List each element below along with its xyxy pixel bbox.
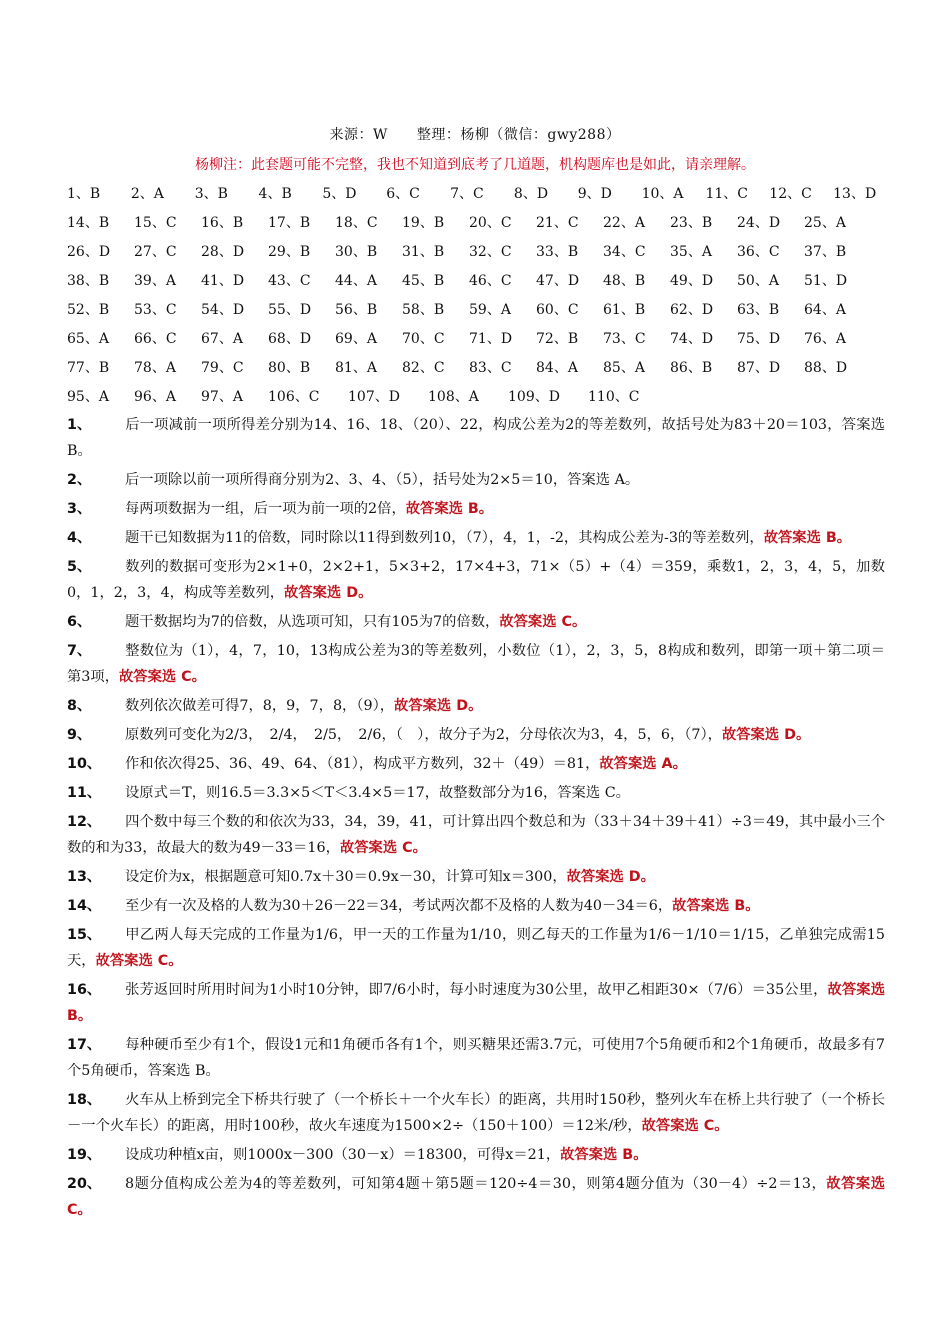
solution-item (67, 1142, 885, 1168)
answer-row (67, 241, 897, 270)
solution-item (67, 893, 885, 919)
solution-answer: 故答案选 D。 (284, 585, 373, 601)
solutions-list (67, 412, 885, 1226)
answer-item: 16、B (201, 215, 244, 231)
solution-item (67, 1171, 885, 1223)
solution-answer: 故答案选 D。 (721, 727, 811, 743)
answer-item: 84、A (536, 360, 578, 376)
solution-answer: 故答案选 A。 (599, 756, 687, 772)
answer-item: 5、D (322, 186, 357, 202)
answer-row (67, 270, 897, 299)
answer-item: 61、B (603, 302, 646, 318)
answer-item: 76、A (804, 331, 846, 347)
solution-text: 每两项数据为一组，后一项为前一项的2倍， (125, 501, 406, 517)
solution-item (67, 412, 885, 464)
answer-row (67, 299, 897, 328)
answer-item: 63、B (737, 302, 780, 318)
answer-item: 17、B (268, 215, 311, 231)
answer-item: 35、A (670, 244, 712, 260)
solution-number: 19、 (67, 1147, 102, 1163)
solution-number: 14、 (67, 898, 102, 914)
answer-key (67, 183, 897, 415)
answer-row (67, 183, 897, 212)
solution-number: 15、 (67, 927, 102, 943)
solution-text: 设定价为x，根据题意可知0.7x＋30＝0.9x－30，计算可知x＝300， (125, 869, 567, 885)
answer-item: 109、D (508, 389, 560, 405)
solution-text: 至少有一次及格的人数为30＋26－22＝34，考试两次都不及格的人数为40－34＝6， (125, 898, 673, 914)
answer-item: 108、A (428, 389, 479, 405)
solution-text: 后一项减前一项所得差分别为14、16、18、（20）、22，构成公差为2的等差数列，故括号处为83＋20＝103，答案选 B。 (67, 417, 885, 459)
answer-item: 70、C (402, 331, 445, 347)
solution-answer: 故答案选 B。 (560, 1147, 648, 1163)
answer-item: 83、C (469, 360, 512, 376)
solution-number: 10、 (67, 756, 102, 772)
solution-item (67, 864, 885, 890)
solution-item (67, 1087, 885, 1139)
solution-number: 4、 (67, 530, 92, 546)
answer-item: 59、A (469, 302, 511, 318)
solution-number: 7、 (67, 643, 92, 659)
solution-number: 18、 (67, 1092, 102, 1108)
answer-row (67, 212, 897, 241)
answer-item: 41、D (201, 273, 245, 289)
answer-item: 107、D (348, 389, 400, 405)
solution-item (67, 525, 885, 551)
source-line: 来源：W 整理：杨柳（微信：gwy288） (329, 127, 621, 143)
solution-text: 张芳返回时所用时间为1小时10分钟，即7/6小时，每小时速度为30公里，故甲乙相距30×（7/6）＝35公里， (125, 982, 828, 998)
answer-item: 25、A (804, 215, 846, 231)
solution-answer: 故答案选 C。 (499, 614, 587, 630)
solution-answer: 故答案选 B。 (763, 530, 852, 546)
answer-item: 95、A (67, 389, 109, 405)
solution-number: 2、 (67, 472, 92, 488)
answer-item: 73、C (603, 331, 646, 347)
answer-item: 53、C (134, 302, 177, 318)
solution-text: 设成功种植x亩，则1000x－300（30－x）＝18300，可得x＝21， (125, 1147, 561, 1163)
solution-item (67, 722, 885, 748)
solution-number: 3、 (67, 501, 92, 517)
solution-item (67, 751, 885, 777)
solution-item (67, 780, 885, 806)
answer-item: 6、C (386, 186, 420, 202)
solution-number: 13、 (67, 869, 102, 885)
solution-answer: 故答案选 C。 (67, 1176, 886, 1218)
answer-item: 31、B (402, 244, 445, 260)
solution-answer: 故答案选 D。 (394, 698, 483, 714)
answer-item: 88、D (804, 360, 848, 376)
solution-item (67, 977, 885, 1029)
answer-item: 45、B (402, 273, 445, 289)
answer-item: 12、C (769, 186, 812, 202)
solution-number: 8、 (67, 698, 92, 714)
solution-item (67, 554, 885, 606)
solution-number: 6、 (67, 614, 92, 630)
answer-row (67, 386, 897, 415)
solution-text: 8题分值构成公差为4的等差数列，可知第4题＋第5题＝120÷4＝30，则第4题分值为（30－4）÷2＝13， (125, 1176, 827, 1192)
answer-item: 36、C (737, 244, 780, 260)
solution-text: 数列依次做差可得7，8，9，7，8，（9）， (125, 698, 395, 714)
solution-number: 16、 (67, 982, 102, 998)
answer-item: 8、D (513, 186, 549, 202)
answer-item: 38、B (67, 273, 110, 289)
answer-item: 26、D (67, 244, 111, 260)
answer-item: 67、A (201, 331, 243, 347)
answer-item: 44、A (335, 273, 377, 289)
solution-item (67, 638, 885, 690)
answer-item: 48、B (603, 273, 646, 289)
solution-number: 11、 (67, 785, 102, 801)
answer-item: 2、A (130, 186, 164, 202)
solution-text: 数列的数据可变形为2×1+0，2×2+1，5×3+2，17×4+3，71×（5）+（4）＝359，乘数1，2，3，4，5，加数0，1，2，3，4，构成等差数列， (67, 559, 885, 601)
answer-item: 97、A (201, 389, 243, 405)
answer-item: 29、B (268, 244, 311, 260)
answer-item: 33、B (536, 244, 579, 260)
solution-text: 作和依次得25、36、49、64、（81），构成平方数列，32＋（49）＝81， (125, 756, 600, 772)
solution-item (67, 922, 885, 974)
answer-item: 27、C (134, 244, 177, 260)
solution-item (67, 809, 885, 861)
solution-text: 后一项除以前一项所得商分别为2、3、4、（5），括号处为2×5＝10，答案选 A。 (125, 472, 640, 488)
answer-item: 62、D (670, 302, 714, 318)
answer-row (67, 357, 897, 386)
answer-item: 78、A (134, 360, 176, 376)
answer-item: 77、B (67, 360, 110, 376)
answer-item: 39、A (134, 273, 176, 289)
solution-text: 整数位为（1），4，7，10，13构成公差为3的等差数列，小数位（1），2，3，5，8构成和数列，即第一项＋第二项＝第3项， (67, 643, 885, 685)
answer-item: 85、A (603, 360, 645, 376)
solution-answer: 故答案选 C。 (641, 1118, 729, 1134)
answer-item: 69、A (335, 331, 377, 347)
answer-item: 47、D (536, 273, 580, 289)
answer-item: 64、A (804, 302, 846, 318)
answer-item: 68、D (268, 331, 312, 347)
answer-item: 34、C (603, 244, 646, 260)
solution-answer: 故答案选 B。 (672, 898, 760, 914)
answer-item: 72、B (536, 331, 579, 347)
solution-answer: 故答案选 D。 (566, 869, 655, 885)
answer-item: 3、B (194, 186, 228, 202)
answer-item: 22、A (603, 215, 645, 231)
answer-item: 20、C (469, 215, 512, 231)
solution-text: 题干数据均为7的倍数，从选项可知，只有105为7的倍数， (125, 614, 500, 630)
answer-item: 1、B (67, 186, 101, 202)
answer-item: 18、C (335, 215, 378, 231)
solution-answer: 故答案选 B。 (67, 982, 886, 1024)
answer-item: 71、D (469, 331, 513, 347)
answer-item: 10、A (641, 186, 684, 202)
answer-item: 24、D (737, 215, 781, 231)
solution-text: 原数列可变化为2/3， 2/4， 2/5， 2/6，（ ），故分子为2，分母依次为3，4，5，6，（7）， (125, 727, 722, 743)
answer-item: 80、B (268, 360, 311, 376)
solution-text: 四个数中每三个数的和依次为33，34，39，41，可计算出四个数总和为（33＋34＋39＋41）÷3＝49，其中最小三个数的和为33，故最大的数为49－33＝16， (67, 814, 885, 856)
solution-item (67, 496, 885, 522)
answer-item: 13、D (833, 186, 877, 202)
answer-item: 4、B (258, 186, 292, 202)
solution-text: 火车从上桥到完全下桥共行驶了（一个桥长＋一个火车长）的距离，共用时150秒，整列火车在桥上共行驶了（一个桥长－一个火车长）的距离，用时100秒，故火车速度为1500×2÷（150＋100）＝12米/秒， (67, 1092, 885, 1134)
solution-text: 设原式＝T，则16.5＝3.3×5＜T＜3.4×5＝17，故整数部分为16，答案选 C。 (125, 785, 630, 801)
answer-item: 51、D (804, 273, 848, 289)
answer-item: 106、C (268, 389, 320, 405)
solution-answer: 故答案选 B。 (405, 501, 494, 517)
answer-item: 60、C (536, 302, 579, 318)
editor-note: 杨柳注：此套题可能不完整，我也不知道到底考了几道题，机构题库也是如此，请亲理解。 (195, 157, 755, 173)
answer-item: 55、D (268, 302, 312, 318)
solution-text: 题干已知数据为11的倍数，同时除以11得到数列10，（7），4，1，-2，其构成公差为-3的等差数列， (125, 530, 764, 546)
solution-item (67, 693, 885, 719)
answer-item: 56、B (335, 302, 378, 318)
solution-item (67, 1032, 885, 1084)
answer-item: 43、C (268, 273, 311, 289)
answer-item: 50、A (737, 273, 779, 289)
solution-answer: 故答案选 C。 (95, 953, 183, 969)
solution-item (67, 609, 885, 635)
answer-item: 15、C (134, 215, 177, 231)
answer-item: 81、A (335, 360, 377, 376)
solution-number: 12、 (67, 814, 102, 830)
answer-item: 65、A (67, 331, 109, 347)
solution-number: 5、 (67, 559, 92, 575)
answer-item: 19、B (402, 215, 445, 231)
answer-item: 28、D (201, 244, 245, 260)
answer-item: 30、B (335, 244, 378, 260)
answer-item: 7、C (450, 186, 484, 202)
answer-item: 96、A (134, 389, 176, 405)
answer-item: 11、C (705, 186, 748, 202)
answer-item: 75、D (737, 331, 781, 347)
answer-item: 74、D (670, 331, 714, 347)
answer-item: 58、B (402, 302, 445, 318)
answer-item: 82、C (402, 360, 445, 376)
answer-item: 21、C (536, 215, 579, 231)
solution-number: 9、 (67, 727, 92, 743)
answer-item: 37、B (804, 244, 847, 260)
solution-answer: 故答案选 C。 (339, 840, 427, 856)
answer-row (67, 328, 897, 357)
solution-number: 1、 (67, 417, 92, 433)
answer-item: 86、B (670, 360, 713, 376)
answer-item: 66、C (134, 331, 177, 347)
answer-item: 46、C (469, 273, 512, 289)
answer-item: 110、C (588, 389, 640, 405)
solution-number: 20、 (67, 1176, 102, 1192)
solution-item (67, 467, 885, 493)
answer-item: 79、C (201, 360, 244, 376)
answer-item: 14、B (67, 215, 110, 231)
answer-item: 32、C (469, 244, 512, 260)
solution-text: 每种硬币至少有1个，假设1元和1角硬币各有1个，则买糖果还需3.7元，可使用7个5角硬币和2个1角硬币，故最多有7个5角硬币，答案选 B。 (67, 1037, 885, 1079)
solution-answer: 故答案选 C。 (119, 669, 206, 685)
answer-item: 23、B (670, 215, 713, 231)
answer-item: 54、D (201, 302, 245, 318)
answer-item: 49、D (670, 273, 714, 289)
solution-number: 17、 (67, 1037, 102, 1053)
answer-item: 87、D (737, 360, 781, 376)
answer-item: 52、B (67, 302, 110, 318)
solution-text: 甲乙两人每天完成的工作量为1/6，甲一天的工作量为1/10，则乙每天的工作量为1/6－1/10＝1/15，乙单独完成需15天， (67, 927, 885, 969)
answer-item: 9、D (577, 186, 612, 202)
